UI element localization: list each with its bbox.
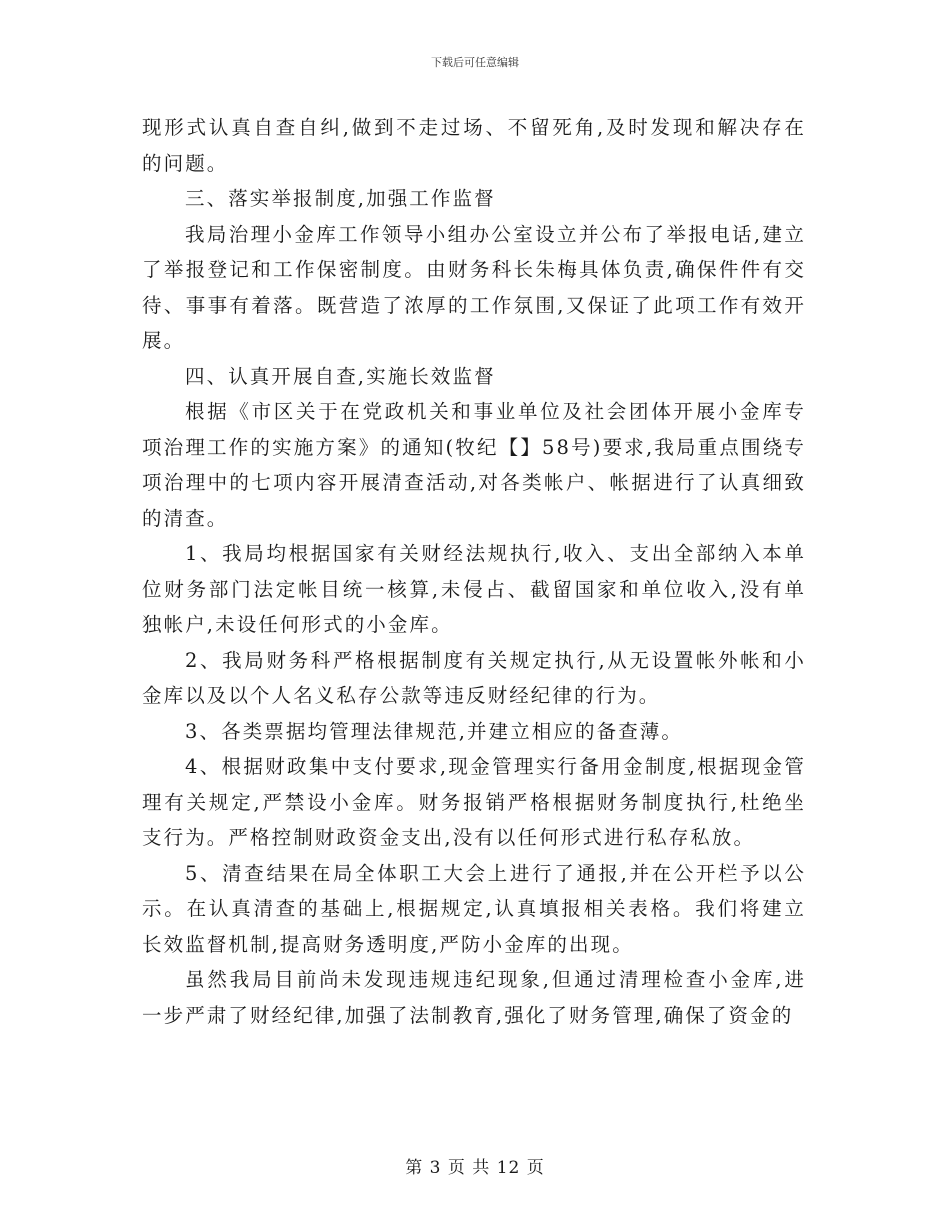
section-heading-3: 三、落实举报制度,加强工作监督	[185, 187, 496, 210]
list-item-1: 1、我局均根据国家有关财经法规执行,收入、支出全部纳入本单位财务部门法定帐目统一核算,未侵占、截留国家和单位收入,没有单独帐户,未设任何形式的小金库。	[142, 542, 806, 636]
paragraph: 虽然我局目前尚未发现违规违纪现象,但通过清理检查小金库,进一步严肃了财经纪律,加强了法制教育,强化了财务管理,确保了资金的	[142, 968, 806, 1027]
list-item-4: 4、根据财政集中支付要求,现金管理实行备用金制度,根据现金管理有关规定,严禁设小金库。财务报销严格根据财务制度执行,杜绝坐支行为。严格控制财政资金支出,没有以任何形式进行私存私放。	[142, 755, 806, 849]
paragraph: 我局治理小金库工作领导小组办公室设立并公布了举报电话,建立了举报登记和工作保密制度。由财务科长朱梅具体负责,确保件件有交待、事事有着落。既营造了浓厚的工作氛围,又保证了此项工作有效开展。	[142, 222, 806, 352]
list-item-3: 3、各类票据均管理法律规范,并建立相应的备查薄。	[185, 719, 684, 743]
page-number: 第 3 页 共 12 页	[405, 1158, 545, 1178]
list-item-2: 2、我局财务科严格根据制度有关规定执行,从无设置帐外帐和小金库以及以个人名义私存公款等违反财经纪律的行为。	[142, 648, 806, 707]
paragraph: 现形式认真自查自纠,做到不走过场、不留死角,及时发现和解决存在的问题。	[142, 116, 806, 175]
section-heading-4: 四、认真开展自查,实施长效监督	[185, 364, 496, 388]
page-header: 下载后可任意编辑	[431, 56, 519, 69]
document-body	[142, 110, 806, 1033]
list-item-5: 5、清查结果在局全体职工大会上进行了通报,并在公开栏予以公示。在认真清查的基础上,根据规定,认真填报相关表格。我们将建立长效监督机制,提高财务透明度,严防小金库的出现。	[142, 861, 806, 956]
paragraph: 根据《市区关于在党政机关和事业单位及社会团体开展小金库专项治理工作的实施方案》的通知(牧纪【】58号)要求,我局重点围绕专项治理中的七项内容开展清查活动,对各类帐户、帐据进行了认真细致的清查。	[142, 400, 806, 530]
